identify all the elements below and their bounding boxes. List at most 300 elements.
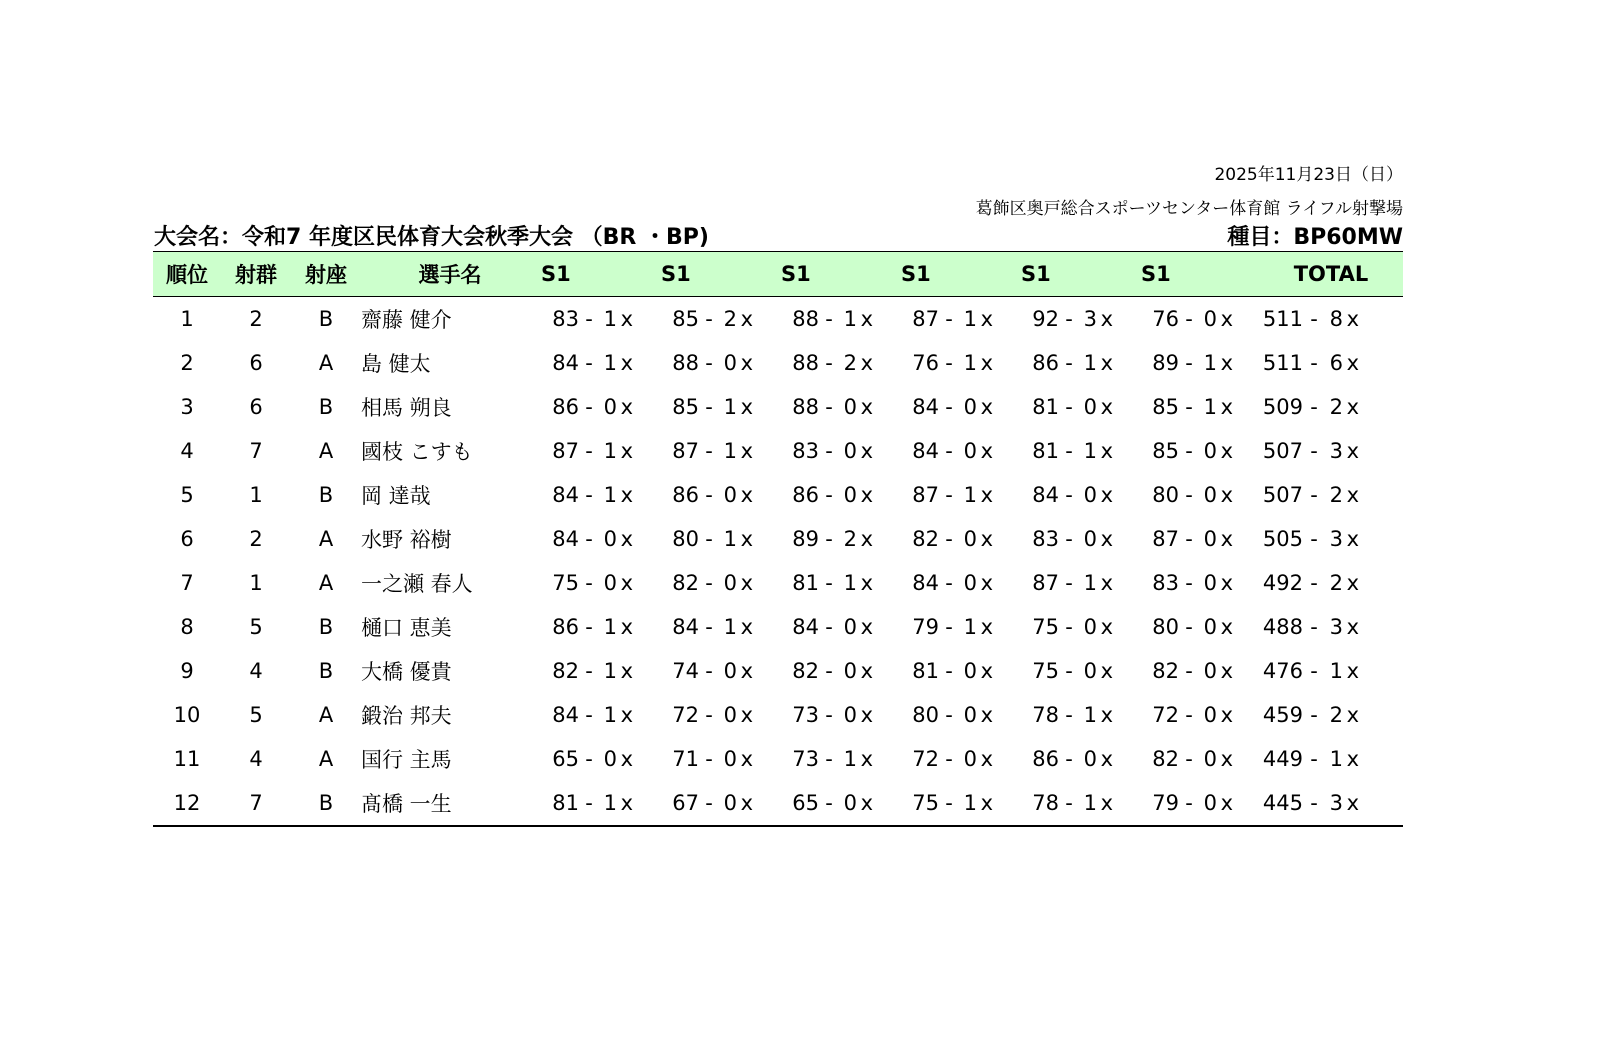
x-count: 2 xyxy=(1329,483,1343,507)
x-label: x xyxy=(860,791,873,815)
x-count: 0 xyxy=(1083,527,1097,551)
score-dash: - xyxy=(705,659,713,683)
x-label: x xyxy=(1346,571,1359,595)
x-label: x xyxy=(980,483,993,507)
series-score xyxy=(539,439,633,463)
x-count: 1 xyxy=(1083,439,1097,463)
series-score xyxy=(1019,483,1113,507)
x-label: x xyxy=(1100,703,1113,727)
header-name: 選手名 xyxy=(361,252,539,297)
x-count: 1 xyxy=(843,747,857,771)
series-score xyxy=(1139,747,1233,771)
x-count: 0 xyxy=(723,791,737,815)
score-value: 72 xyxy=(672,703,699,727)
series-score xyxy=(779,483,873,507)
x-label: x xyxy=(1346,439,1359,463)
series-score xyxy=(899,703,993,727)
score-dash: - xyxy=(705,615,713,639)
score-value: 80 xyxy=(1152,483,1179,507)
seat-cell: B xyxy=(291,781,361,826)
shooter-name: 髙橋 一生 xyxy=(361,781,539,826)
event-category: 種目：BP60MW xyxy=(1227,225,1403,250)
series-score-cell xyxy=(1019,561,1139,605)
x-label: x xyxy=(740,659,753,683)
group-cell: 7 xyxy=(221,781,291,826)
rank-cell: 2 xyxy=(180,351,194,375)
series-score xyxy=(779,527,873,551)
x-count: 6 xyxy=(1329,351,1343,375)
score-value: 84 xyxy=(552,483,579,507)
series-score-cell xyxy=(539,473,659,517)
x-count: 0 xyxy=(1083,659,1097,683)
table-row xyxy=(153,561,1403,605)
score-value: 75 xyxy=(912,791,939,815)
x-count: 1 xyxy=(603,615,617,639)
score-value: 83 xyxy=(792,439,819,463)
x-label: x xyxy=(1220,307,1233,331)
group-cell: 7 xyxy=(249,439,263,463)
series-score xyxy=(1019,351,1113,375)
series-score xyxy=(1139,307,1233,331)
x-label: x xyxy=(620,483,633,507)
total-score-cell xyxy=(1259,517,1403,561)
score-dash: - xyxy=(1310,351,1318,375)
series-score-cell xyxy=(1019,297,1139,342)
series-score-cell xyxy=(1019,517,1139,561)
score-value: 476 xyxy=(1262,659,1303,683)
x-count: 1 xyxy=(963,791,977,815)
score-value: 85 xyxy=(672,395,699,419)
series-score xyxy=(1019,615,1113,639)
rank-cell: 6 xyxy=(180,527,194,551)
series-score-cell xyxy=(899,473,1019,517)
series-score xyxy=(539,527,633,551)
series-score-cell xyxy=(899,341,1019,385)
total-score-cell xyxy=(1259,561,1403,605)
series-score xyxy=(899,747,993,771)
series-score-cell xyxy=(779,693,899,737)
score-value: 84 xyxy=(552,703,579,727)
total-score xyxy=(1259,527,1359,551)
x-label: x xyxy=(1220,395,1233,419)
series-score xyxy=(539,395,633,419)
x-label: x xyxy=(740,439,753,463)
series-score xyxy=(779,571,873,595)
table-row xyxy=(153,429,1403,473)
x-label: x xyxy=(740,395,753,419)
score-value: 82 xyxy=(672,571,699,595)
x-label: x xyxy=(980,307,993,331)
x-label: x xyxy=(1220,659,1233,683)
series-score-cell xyxy=(539,297,659,342)
rank-cell: 3 xyxy=(180,395,194,419)
x-label: x xyxy=(1220,483,1233,507)
x-label: x xyxy=(1100,659,1113,683)
x-label: x xyxy=(620,747,633,771)
score-dash: - xyxy=(1185,615,1193,639)
x-label: x xyxy=(860,351,873,375)
header-series-2: S1 xyxy=(659,252,779,297)
x-label: x xyxy=(980,571,993,595)
x-count: 1 xyxy=(723,615,737,639)
rank-cell: 4 xyxy=(180,439,194,463)
series-score-cell xyxy=(1139,781,1259,826)
series-score xyxy=(659,483,753,507)
group-cell: 2 xyxy=(249,307,263,331)
total-score xyxy=(1259,791,1359,815)
x-label: x xyxy=(1100,791,1113,815)
rank-cell: 11 xyxy=(173,747,201,771)
score-dash: - xyxy=(1185,571,1193,595)
total-score xyxy=(1259,439,1359,463)
series-score xyxy=(899,571,993,595)
x-label: x xyxy=(740,615,753,639)
score-value: 87 xyxy=(552,439,579,463)
x-count: 1 xyxy=(1203,395,1217,419)
series-score-cell xyxy=(779,605,899,649)
score-dash: - xyxy=(1065,395,1073,419)
series-score-cell xyxy=(1019,341,1139,385)
score-value: 84 xyxy=(672,615,699,639)
score-value: 459 xyxy=(1262,703,1303,727)
seat-cell: A xyxy=(318,439,334,463)
x-label: x xyxy=(980,351,993,375)
score-value: 76 xyxy=(912,351,939,375)
score-value: 87 xyxy=(912,483,939,507)
score-value: 75 xyxy=(552,571,579,595)
x-count: 0 xyxy=(1083,395,1097,419)
score-value: 72 xyxy=(912,747,939,771)
score-value: 84 xyxy=(912,571,939,595)
series-score-cell xyxy=(779,429,899,473)
score-dash: - xyxy=(705,307,713,331)
score-value: 83 xyxy=(552,307,579,331)
total-score-cell xyxy=(1259,341,1403,385)
series-score-cell xyxy=(539,737,659,781)
shooter-name: 大橋 優貴 xyxy=(361,660,452,684)
x-label: x xyxy=(1100,439,1113,463)
seat-cell: B xyxy=(318,483,334,507)
score-dash: - xyxy=(1185,703,1193,727)
total-score-cell xyxy=(1259,649,1403,693)
x-count: 0 xyxy=(723,483,737,507)
score-dash: - xyxy=(705,351,713,375)
series-score-cell xyxy=(659,737,779,781)
score-dash: - xyxy=(705,439,713,463)
series-score xyxy=(659,307,753,331)
score-dash: - xyxy=(705,395,713,419)
table-row xyxy=(153,737,1403,781)
score-dash: - xyxy=(1065,659,1073,683)
series-score-cell xyxy=(1139,517,1259,561)
x-count: 0 xyxy=(963,747,977,771)
score-dash: - xyxy=(585,483,593,507)
header-series-1: S1 xyxy=(539,252,659,297)
score-dash: - xyxy=(825,395,833,419)
series-score-cell xyxy=(899,737,1019,781)
score-value: 71 xyxy=(672,747,699,771)
x-label: x xyxy=(620,615,633,639)
series-score-cell xyxy=(659,781,779,826)
x-label: x xyxy=(1346,307,1359,331)
score-value: 83 xyxy=(1032,527,1059,551)
x-count: 3 xyxy=(1329,791,1343,815)
score-dash: - xyxy=(1185,395,1193,419)
x-label: x xyxy=(740,483,753,507)
score-value: 86 xyxy=(552,615,579,639)
x-label: x xyxy=(740,307,753,331)
x-label: x xyxy=(1100,483,1113,507)
x-label: x xyxy=(740,351,753,375)
table-row xyxy=(153,649,1403,693)
x-label: x xyxy=(740,571,753,595)
x-count: 1 xyxy=(1329,659,1343,683)
score-dash: - xyxy=(825,351,833,375)
x-label: x xyxy=(620,351,633,375)
score-value: 488 xyxy=(1262,615,1303,639)
rank-cell: 9 xyxy=(180,659,194,683)
total-score xyxy=(1259,307,1359,331)
score-value: 86 xyxy=(672,483,699,507)
score-value: 492 xyxy=(1262,571,1303,595)
total-score-cell xyxy=(1259,781,1403,826)
score-value: 509 xyxy=(1262,395,1303,419)
group-cell: 5 xyxy=(249,703,263,727)
total-score-cell xyxy=(1259,737,1403,781)
series-score-cell xyxy=(659,341,779,385)
shooter-name: 島 健太 xyxy=(361,352,431,376)
seat-cell: A xyxy=(318,571,334,595)
series-score xyxy=(539,351,633,375)
score-value: 88 xyxy=(672,351,699,375)
x-label: x xyxy=(1346,351,1359,375)
series-score-cell xyxy=(539,429,659,473)
series-score xyxy=(899,791,993,815)
x-label: x xyxy=(1220,615,1233,639)
venue-name: 葛飾区奥戸総合スポーツセンター体育館 ライフル射撃場 xyxy=(975,199,1403,219)
x-label: x xyxy=(980,439,993,463)
x-label: x xyxy=(860,439,873,463)
group-cell: 5 xyxy=(249,615,263,639)
score-dash: - xyxy=(1310,659,1318,683)
x-label: x xyxy=(620,703,633,727)
x-count: 1 xyxy=(1083,703,1097,727)
score-dash: - xyxy=(705,747,713,771)
header-series-5: S1 xyxy=(1019,252,1139,297)
score-dash: - xyxy=(585,703,593,727)
x-count: 3 xyxy=(1329,527,1343,551)
x-label: x xyxy=(1100,395,1113,419)
series-score xyxy=(659,351,753,375)
score-value: 73 xyxy=(792,747,819,771)
x-count: 0 xyxy=(603,571,617,595)
shooter-name: 一之瀬 春人 xyxy=(361,572,473,596)
shooter-name: 水野 裕樹 xyxy=(361,528,452,552)
x-label: x xyxy=(620,791,633,815)
series-score xyxy=(539,747,633,771)
score-dash: - xyxy=(945,615,953,639)
score-dash: - xyxy=(945,747,953,771)
x-count: 0 xyxy=(1203,659,1217,683)
x-label: x xyxy=(860,483,873,507)
series-score xyxy=(659,703,753,727)
score-value: 83 xyxy=(1152,571,1179,595)
x-label: x xyxy=(1100,747,1113,771)
x-count: 0 xyxy=(843,483,857,507)
score-dash: - xyxy=(1065,439,1073,463)
series-score-cell xyxy=(1019,781,1139,826)
x-count: 2 xyxy=(843,351,857,375)
x-count: 2 xyxy=(723,307,737,331)
score-dash: - xyxy=(945,351,953,375)
series-score-cell xyxy=(899,649,1019,693)
group-cell: 1 xyxy=(249,571,263,595)
series-score-cell xyxy=(659,429,779,473)
table-row xyxy=(153,605,1403,649)
score-dash: - xyxy=(1065,747,1073,771)
group-cell: 2 xyxy=(249,527,263,551)
series-score-cell xyxy=(659,385,779,429)
score-dash: - xyxy=(1185,747,1193,771)
score-dash: - xyxy=(825,703,833,727)
score-dash: - xyxy=(585,747,593,771)
x-label: x xyxy=(1220,351,1233,375)
series-score xyxy=(899,307,993,331)
score-value: 80 xyxy=(672,527,699,551)
x-label: x xyxy=(1346,703,1359,727)
score-value: 511 xyxy=(1262,307,1303,331)
series-score-cell xyxy=(899,605,1019,649)
seat-cell: B xyxy=(318,615,334,639)
x-label: x xyxy=(860,703,873,727)
series-score xyxy=(899,527,993,551)
score-dash: - xyxy=(945,439,953,463)
series-score xyxy=(1139,791,1233,815)
series-score-cell xyxy=(1139,737,1259,781)
x-label: x xyxy=(980,395,993,419)
rank-cell: 1 xyxy=(180,307,194,331)
score-value: 82 xyxy=(912,527,939,551)
score-value: 79 xyxy=(1152,791,1179,815)
results-body xyxy=(153,297,1403,827)
x-label: x xyxy=(980,615,993,639)
score-value: 74 xyxy=(672,659,699,683)
series-score xyxy=(779,791,873,815)
x-count: 1 xyxy=(603,439,617,463)
rank-cell: 12 xyxy=(153,781,221,826)
seat-cell: A xyxy=(318,351,334,375)
series-score xyxy=(539,659,633,683)
series-score-cell xyxy=(899,693,1019,737)
score-value: 87 xyxy=(912,307,939,331)
series-score-cell xyxy=(1019,605,1139,649)
group-cell: 6 xyxy=(249,351,263,375)
series-score xyxy=(1019,747,1113,771)
series-score-cell xyxy=(539,385,659,429)
score-dash: - xyxy=(1065,527,1073,551)
score-dash: - xyxy=(945,483,953,507)
x-count: 1 xyxy=(1083,791,1097,815)
series-score xyxy=(1139,483,1233,507)
series-score-cell xyxy=(779,517,899,561)
series-score xyxy=(1139,439,1233,463)
score-dash: - xyxy=(945,659,953,683)
header-series-6: S1 xyxy=(1139,252,1259,297)
score-dash: - xyxy=(705,527,713,551)
series-score-cell xyxy=(899,781,1019,826)
series-score xyxy=(539,307,633,331)
x-label: x xyxy=(860,659,873,683)
x-count: 0 xyxy=(723,659,737,683)
seat-cell: B xyxy=(318,659,334,683)
x-label: x xyxy=(1220,747,1233,771)
group-cell: 1 xyxy=(249,483,263,507)
score-value: 88 xyxy=(792,395,819,419)
x-count: 1 xyxy=(723,439,737,463)
score-dash: - xyxy=(705,703,713,727)
series-score xyxy=(1019,395,1113,419)
score-value: 81 xyxy=(912,659,939,683)
header-group: 射群 xyxy=(221,252,291,297)
shooter-name: 齋藤 健介 xyxy=(361,308,452,332)
series-score xyxy=(1139,571,1233,595)
series-score xyxy=(1019,527,1113,551)
shooter-name: 岡 達哉 xyxy=(361,484,431,508)
score-value: 87 xyxy=(1152,527,1179,551)
x-count: 0 xyxy=(963,395,977,419)
score-value: 82 xyxy=(1152,747,1179,771)
score-dash: - xyxy=(1310,483,1318,507)
series-score-cell xyxy=(539,693,659,737)
x-label: x xyxy=(1220,571,1233,595)
series-score xyxy=(899,615,993,639)
shooter-name: 鍛治 邦夫 xyxy=(361,704,452,728)
x-label: x xyxy=(860,615,873,639)
total-score xyxy=(1259,747,1359,771)
shooter-name: 相馬 朔良 xyxy=(361,396,452,420)
seat-cell: A xyxy=(318,703,334,727)
x-count: 2 xyxy=(1329,395,1343,419)
x-label: x xyxy=(620,659,633,683)
x-count: 1 xyxy=(843,307,857,331)
score-value: 84 xyxy=(792,615,819,639)
score-dash: - xyxy=(585,351,593,375)
rank-cell: 5 xyxy=(180,483,194,507)
series-score xyxy=(659,527,753,551)
x-count: 0 xyxy=(843,395,857,419)
score-value: 87 xyxy=(1032,571,1059,595)
series-score-cell xyxy=(659,517,779,561)
x-label: x xyxy=(980,791,993,815)
total-score-cell xyxy=(1259,297,1403,342)
series-score xyxy=(659,615,753,639)
score-dash: - xyxy=(1065,351,1073,375)
total-score xyxy=(1259,703,1359,727)
score-value: 84 xyxy=(552,527,579,551)
score-dash: - xyxy=(1310,571,1318,595)
score-dash: - xyxy=(1065,791,1073,815)
series-score xyxy=(539,571,633,595)
score-value: 82 xyxy=(1152,659,1179,683)
score-value: 79 xyxy=(912,615,939,639)
x-count: 0 xyxy=(843,791,857,815)
series-score xyxy=(899,351,993,375)
series-score-cell xyxy=(1019,473,1139,517)
header-seat: 射座 xyxy=(291,252,361,297)
x-label: x xyxy=(1346,615,1359,639)
series-score-cell xyxy=(1139,693,1259,737)
series-score-cell xyxy=(539,781,659,826)
